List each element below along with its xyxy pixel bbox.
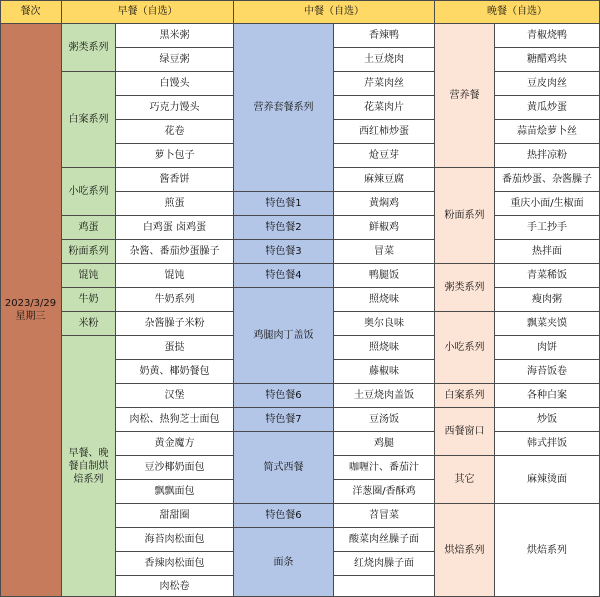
dinner-category: 粉面系列 [435, 168, 495, 264]
lunch-item-empty [334, 576, 435, 597]
breakfast-item: 杂酱臊子米粉 [116, 312, 234, 336]
breakfast-item: 白鸡蛋 卤鸡蛋 [116, 216, 234, 240]
breakfast-item: 飘飘面包 [116, 480, 234, 504]
lunch-category: 特色餐6 [234, 504, 334, 528]
breakfast-item: 黄金魔方 [116, 432, 234, 456]
dinner-item: 韩式拌饭 [495, 432, 600, 456]
dinner-item: 重庆小面/生椒面 [495, 192, 600, 216]
lunch-category: 特色餐3 [234, 240, 334, 264]
breakfast-category: 粉面系列 [62, 240, 116, 264]
dinner-category: 其它 [435, 456, 495, 504]
lunch-category: 面条 [234, 528, 334, 597]
lunch-item: 酸菜肉丝臊子面 [334, 528, 435, 552]
breakfast-item: 花卷 [116, 120, 234, 144]
lunch-category: 特色餐7 [234, 408, 334, 432]
breakfast-item: 奶黄、椰奶餐包 [116, 360, 234, 384]
breakfast-category: 馄饨 [62, 264, 116, 288]
lunch-item: 香辣鸭 [334, 24, 435, 48]
breakfast-item: 馄饨 [116, 264, 234, 288]
breakfast-category: 小吃系列 [62, 168, 116, 216]
lunch-item: 藤椒味 [334, 360, 435, 384]
lunch-category: 特色餐1 [234, 192, 334, 216]
breakfast-category: 牛奶 [62, 288, 116, 312]
breakfast-category: 早餐、晚餐自制烘焙系列 [62, 336, 116, 597]
dinner-category: 粥类系列 [435, 264, 495, 312]
dinner-item: 炒饭 [495, 408, 600, 432]
breakfast-item: 肉松卷 [116, 576, 234, 597]
dinner-category: 营养餐 [435, 24, 495, 168]
lunch-item: 花菜肉片 [334, 96, 435, 120]
dinner-item: 飘菜夹馍 [495, 312, 600, 336]
dinner-category: 西餐窗口 [435, 408, 495, 456]
lunch-item: 咖喱汁、番茄汁 [334, 456, 435, 480]
dinner-category: 烘焙系列 [435, 504, 495, 597]
dinner-item: 青菜稀饭 [495, 264, 600, 288]
dinner-item: 豆皮肉丝 [495, 72, 600, 96]
breakfast-item: 酱香饼 [116, 168, 234, 192]
lunch-category: 简式西餐 [234, 432, 334, 504]
dinner-item: 青椒烧鸭 [495, 24, 600, 48]
lunch-item: 芹菜肉丝 [334, 72, 435, 96]
header-dinner: 晚餐（自选） [435, 0, 600, 24]
breakfast-item: 萝卜包子 [116, 144, 234, 168]
lunch-item: 土豆烧肉 [334, 48, 435, 72]
lunch-category: 特色餐2 [234, 216, 334, 240]
dinner-item: 麻辣烫面 [495, 456, 600, 504]
dinner-item: 热拌凉粉 [495, 144, 600, 168]
breakfast-item: 肉松、热狗芝士面包 [116, 408, 234, 432]
header-lunch: 中餐（自选） [234, 0, 435, 24]
breakfast-item: 杂酱、番茄炒蛋臊子 [116, 240, 234, 264]
breakfast-item: 豆沙椰奶面包 [116, 456, 234, 480]
breakfast-item: 蛋挞 [116, 336, 234, 360]
dinner-item: 肉饼 [495, 336, 600, 360]
lunch-item: 麻辣豆腐 [334, 168, 435, 192]
breakfast-category: 鸡蛋 [62, 216, 116, 240]
dinner-item: 手工抄手 [495, 216, 600, 240]
breakfast-category: 米粉 [62, 312, 116, 336]
dinner-item: 番茄炒蛋、杂酱臊子 [495, 168, 600, 192]
lunch-item: 炝豆芽 [334, 144, 435, 168]
lunch-item: 鸭腿饭 [334, 264, 435, 288]
lunch-item: 鸡腿 [334, 432, 435, 456]
date-cell: 2023/3/29 星期三 [0, 24, 62, 597]
breakfast-category: 粥类系列 [62, 24, 116, 72]
dinner-item: 热拌面 [495, 240, 600, 264]
lunch-item: 照烧味 [334, 336, 435, 360]
header-meal-label: 餐次 [0, 0, 62, 24]
breakfast-item: 黑米粥 [116, 24, 234, 48]
dinner-category: 小吃系列 [435, 312, 495, 384]
dinner-category: 白案系列 [435, 384, 495, 408]
lunch-category: 营养套餐系列 [234, 24, 334, 192]
dinner-item: 黄瓜炒蛋 [495, 96, 600, 120]
lunch-item: 冒菜 [334, 240, 435, 264]
dinner-item: 蒜苗烩萝卜丝 [495, 120, 600, 144]
lunch-item: 土豆烧肉盖饭 [334, 384, 435, 408]
breakfast-item: 牛奶系列 [116, 288, 234, 312]
lunch-item: 黄焖鸡 [334, 192, 435, 216]
breakfast-item: 海苔肉松面包 [116, 528, 234, 552]
lunch-item: 西红柿炒蛋 [334, 120, 435, 144]
lunch-category: 鸡腿肉丁盖饭 [234, 288, 334, 384]
dinner-item: 海苔饭卷 [495, 360, 600, 384]
lunch-item: 洋葱圈/香酥鸡 [334, 480, 435, 504]
lunch-item: 奥尔良味 [334, 312, 435, 336]
lunch-item: 豆汤饭 [334, 408, 435, 432]
dinner-item: 瘦肉粥 [495, 288, 600, 312]
header-breakfast: 早餐（自选） [62, 0, 234, 24]
breakfast-item: 煎蛋 [116, 192, 234, 216]
breakfast-item: 绿豆粥 [116, 48, 234, 72]
breakfast-item: 香辣肉松面包 [116, 552, 234, 576]
breakfast-item: 巧克力馒头 [116, 96, 234, 120]
dinner-item: 各种白案 [495, 384, 600, 408]
dinner-item: 糖醋鸡块 [495, 48, 600, 72]
lunch-item: 照烧味 [334, 288, 435, 312]
lunch-item: 苕冒菜 [334, 504, 435, 528]
lunch-item: 红烧肉臊子面 [334, 552, 435, 576]
breakfast-item: 白馒头 [116, 72, 234, 96]
lunch-category: 特色餐6 [234, 384, 334, 408]
breakfast-item: 甜甜圈 [116, 504, 234, 528]
breakfast-category: 白案系列 [62, 72, 116, 168]
dinner-item: 烘焙系列 [495, 504, 600, 597]
lunch-item: 鲜椒鸡 [334, 216, 435, 240]
breakfast-item: 汉堡 [116, 384, 234, 408]
lunch-category: 特色餐4 [234, 264, 334, 288]
